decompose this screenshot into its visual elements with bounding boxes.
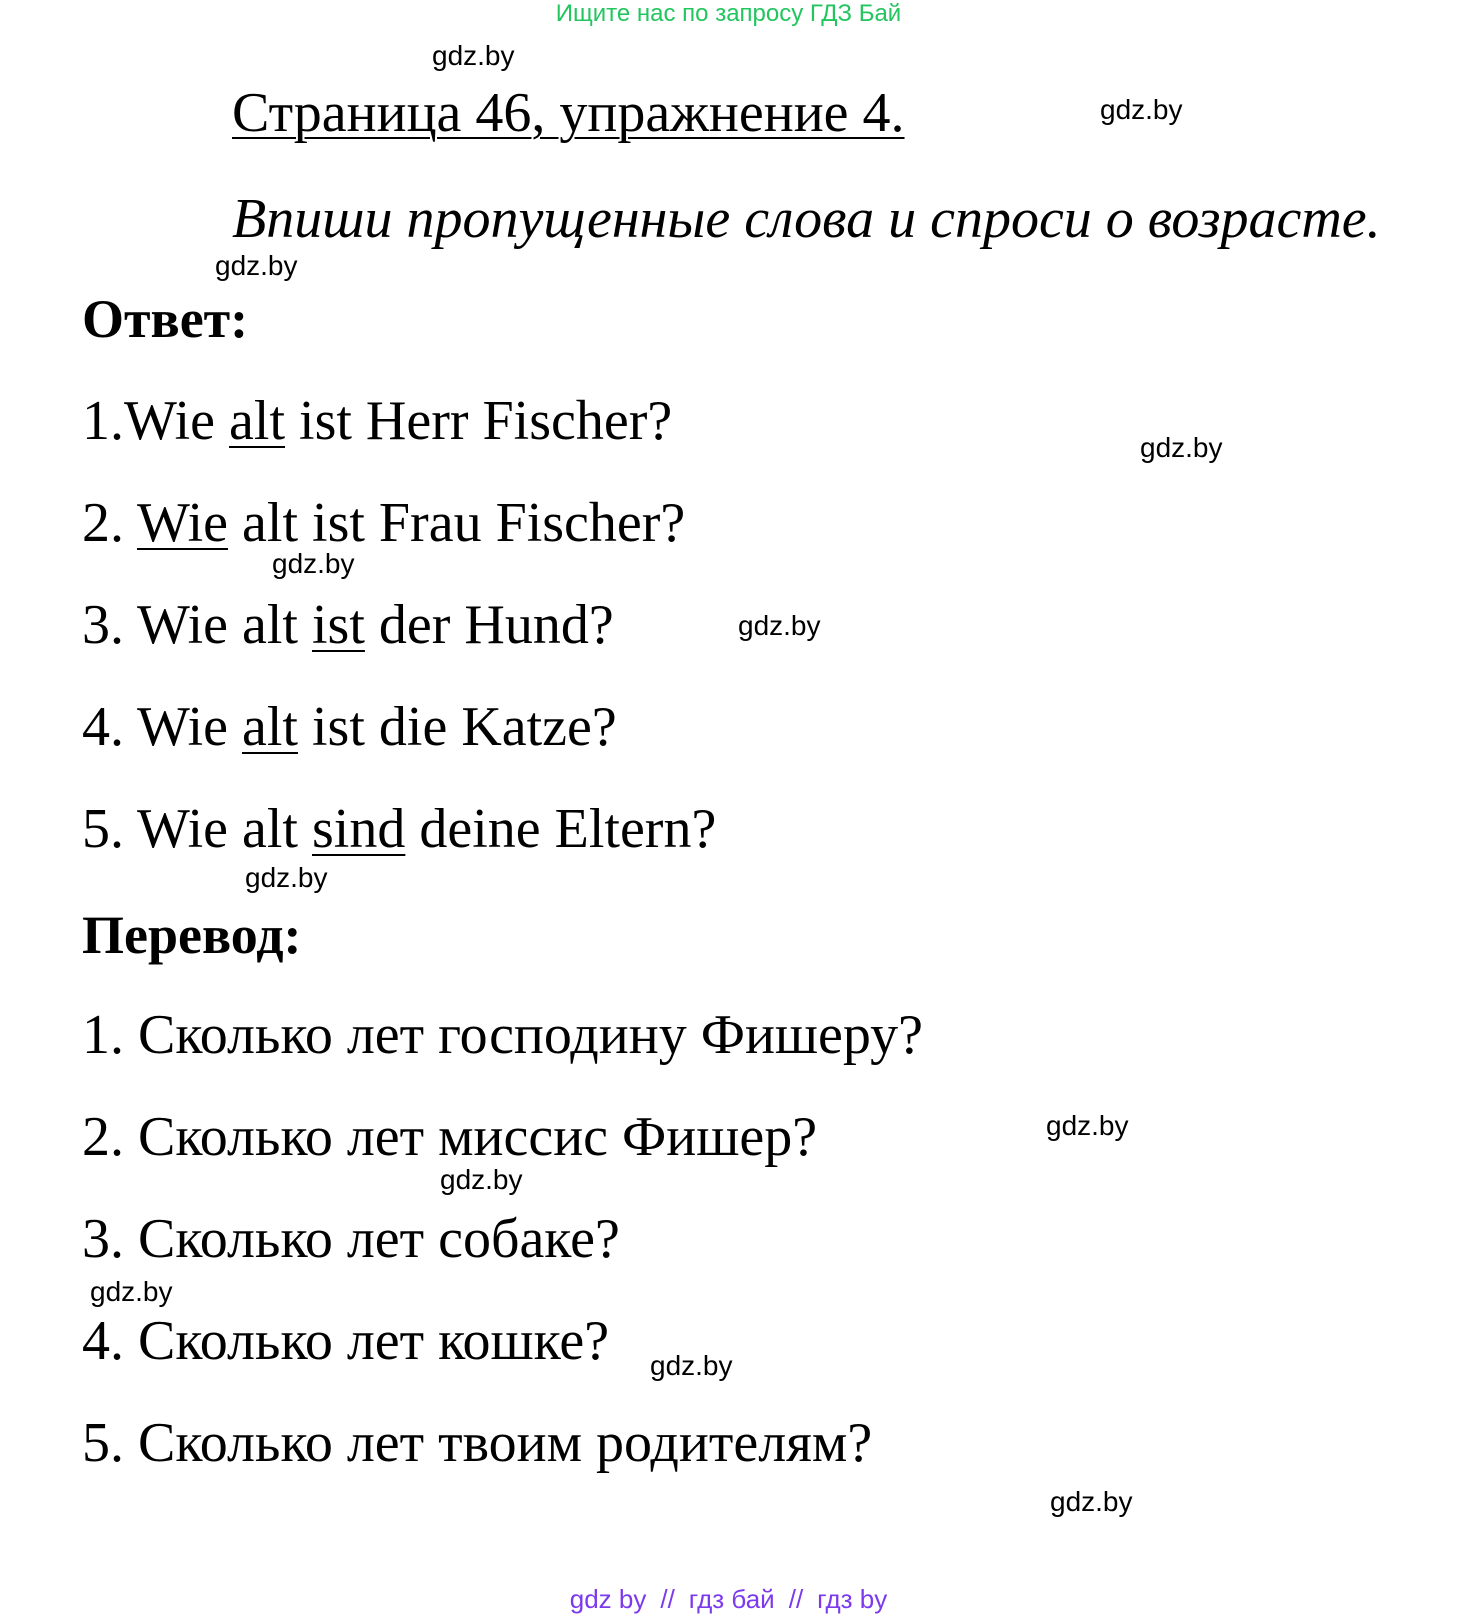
answer-line-2 (82, 490, 685, 556)
watermark: gdz.by (432, 40, 515, 71)
watermark: gdz.by (440, 1164, 523, 1195)
footer-link[interactable]: gdz by (569, 1584, 647, 1614)
answer-line-4 (82, 694, 617, 760)
exercise-instruction: Впиши пропущенные слова и спроси о возрасте. (232, 188, 1381, 250)
translation-heading: Перевод: (82, 905, 302, 965)
watermark: gdz.by (650, 1350, 733, 1381)
footer-links (0, 1584, 1457, 1614)
answer-filled-word: sind (312, 798, 406, 860)
footer-link[interactable]: гдз by (817, 1584, 888, 1614)
answer-line-text: 5. Wie alt (82, 798, 312, 860)
watermark: gdz.by (245, 862, 328, 893)
watermark: gdz.by (1046, 1110, 1129, 1141)
answer-line-text: der Hund? (364, 594, 614, 656)
answer-line-text: deine Eltern? (405, 798, 717, 860)
watermark: gdz.by (1050, 1486, 1133, 1517)
answer-line-3 (82, 592, 614, 658)
answer-line-text: 3. Wie alt (82, 594, 312, 656)
translation-line-5: 5. Сколько лет твоим родителям? (82, 1412, 873, 1474)
answer-heading: Ответ: (82, 289, 249, 349)
translation-line-4: 4. Сколько лет кошке? (82, 1310, 610, 1372)
answer-line-text: 4. Wie (82, 696, 243, 758)
footer-separator: // (788, 1584, 804, 1614)
answer-line-text: ist die Katze? (298, 696, 617, 758)
translation-line-2: 2. Сколько лет миссис Фишер? (82, 1106, 818, 1168)
footer-separator: // (660, 1584, 675, 1614)
watermark: gdz.by (90, 1276, 173, 1307)
footer-link[interactable]: гдз бай (688, 1584, 775, 1614)
answer-filled-word: Wie (137, 492, 229, 554)
watermark: gdz.by (215, 250, 298, 281)
translation-line-1: 1. Сколько лет господину Фишеру? (82, 1004, 924, 1066)
top-banner: Ищите нас по запросу ГДЗ Бай (555, 0, 902, 27)
page-title: Страница 46, упражнение 4. (232, 82, 905, 144)
answer-line-1 (82, 388, 672, 454)
answer-line-text: 2. (82, 492, 137, 554)
answer-filled-word: alt (229, 390, 286, 452)
answer-filled-word: alt (242, 696, 298, 758)
answer-line-text: 1.Wie (82, 390, 230, 452)
watermark: gdz.by (1140, 432, 1223, 463)
watermark: gdz.by (272, 548, 355, 579)
answer-line-text: alt ist Frau Fischer? (228, 492, 686, 554)
answer-line-5 (82, 796, 716, 862)
answer-filled-word: ist (312, 594, 365, 656)
watermark: gdz.by (738, 610, 821, 641)
watermark: gdz.by (1100, 94, 1183, 125)
answer-line-text: ist Herr Fischer? (285, 390, 673, 452)
translation-line-3: 3. Сколько лет собаке? (82, 1208, 620, 1270)
